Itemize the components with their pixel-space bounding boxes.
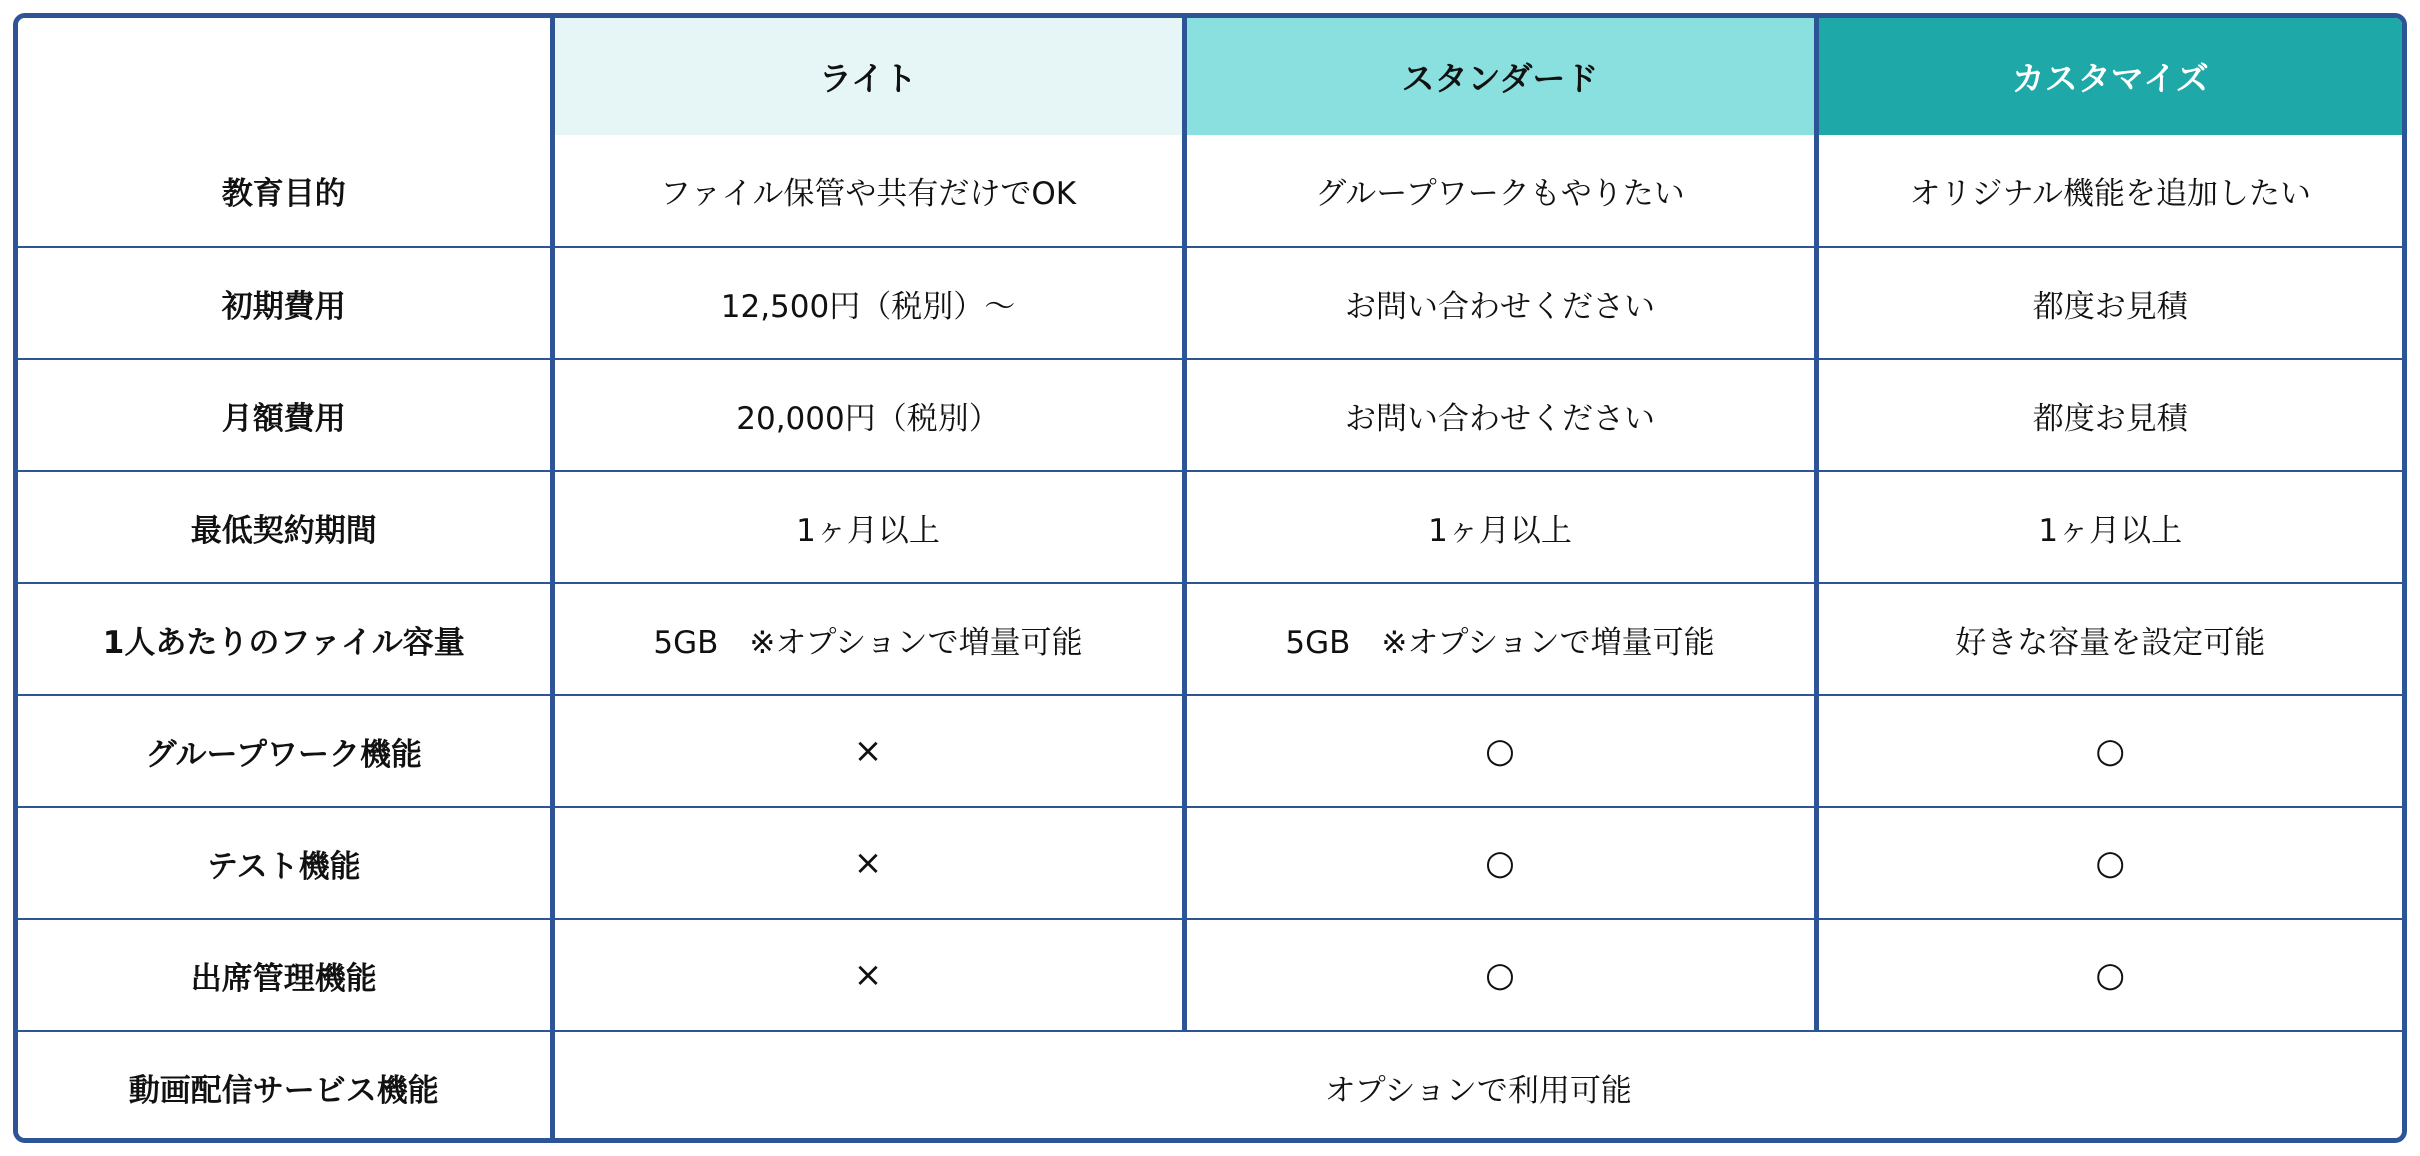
lite-cell: × bbox=[552, 807, 1184, 919]
row-label: グループワーク機能 bbox=[18, 695, 552, 807]
header-row bbox=[18, 18, 2402, 135]
plan-header-lite: ライト bbox=[552, 18, 1184, 135]
row-label: 教育目的 bbox=[18, 135, 552, 247]
table-row bbox=[18, 471, 2402, 583]
table-row bbox=[18, 359, 2402, 471]
table-row bbox=[18, 135, 2402, 247]
customize-cell: ○ bbox=[1816, 919, 2402, 1031]
plan-comparison-table-container bbox=[13, 13, 2407, 1143]
merged-value-cell: オプションで利用可能 bbox=[552, 1031, 2402, 1143]
standard-cell: お問い合わせください bbox=[1184, 359, 1816, 471]
row-label: 月額費用 bbox=[18, 359, 552, 471]
customize-cell: 好きな容量を設定可能 bbox=[1816, 583, 2402, 695]
customize-cell: オリジナル機能を追加したい bbox=[1816, 135, 2402, 247]
row-label: テスト機能 bbox=[18, 807, 552, 919]
customize-cell: 1ヶ月以上 bbox=[1816, 471, 2402, 583]
standard-cell: 5GB ※オプションで増量可能 bbox=[1184, 583, 1816, 695]
customize-cell: ○ bbox=[1816, 807, 2402, 919]
table-row bbox=[18, 919, 2402, 1031]
header-corner-cell bbox=[18, 18, 552, 135]
table-row bbox=[18, 1031, 2402, 1143]
plan-header-standard: スタンダード bbox=[1184, 18, 1816, 135]
plan-comparison-table bbox=[18, 18, 2402, 1143]
customize-cell: 都度お見積 bbox=[1816, 359, 2402, 471]
table-row bbox=[18, 247, 2402, 359]
lite-cell: 1ヶ月以上 bbox=[552, 471, 1184, 583]
row-label: 1人あたりのファイル容量 bbox=[18, 583, 552, 695]
lite-cell: ファイル保管や共有だけでOK bbox=[552, 135, 1184, 247]
lite-cell: × bbox=[552, 919, 1184, 1031]
standard-cell: 1ヶ月以上 bbox=[1184, 471, 1816, 583]
standard-cell: ○ bbox=[1184, 807, 1816, 919]
row-label: 出席管理機能 bbox=[18, 919, 552, 1031]
standard-cell: お問い合わせください bbox=[1184, 247, 1816, 359]
row-label: 動画配信サービス機能 bbox=[18, 1031, 552, 1143]
lite-cell: 12,500円（税別）〜 bbox=[552, 247, 1184, 359]
standard-cell: グループワークもやりたい bbox=[1184, 135, 1816, 247]
table-row bbox=[18, 583, 2402, 695]
standard-cell: ○ bbox=[1184, 919, 1816, 1031]
lite-cell: 20,000円（税別） bbox=[552, 359, 1184, 471]
plan-header-customize: カスタマイズ bbox=[1816, 18, 2402, 135]
customize-cell: ○ bbox=[1816, 695, 2402, 807]
customize-cell: 都度お見積 bbox=[1816, 247, 2402, 359]
lite-cell: × bbox=[552, 695, 1184, 807]
row-label: 最低契約期間 bbox=[18, 471, 552, 583]
table-row bbox=[18, 807, 2402, 919]
row-label: 初期費用 bbox=[18, 247, 552, 359]
standard-cell: ○ bbox=[1184, 695, 1816, 807]
table-row bbox=[18, 695, 2402, 807]
lite-cell: 5GB ※オプションで増量可能 bbox=[552, 583, 1184, 695]
